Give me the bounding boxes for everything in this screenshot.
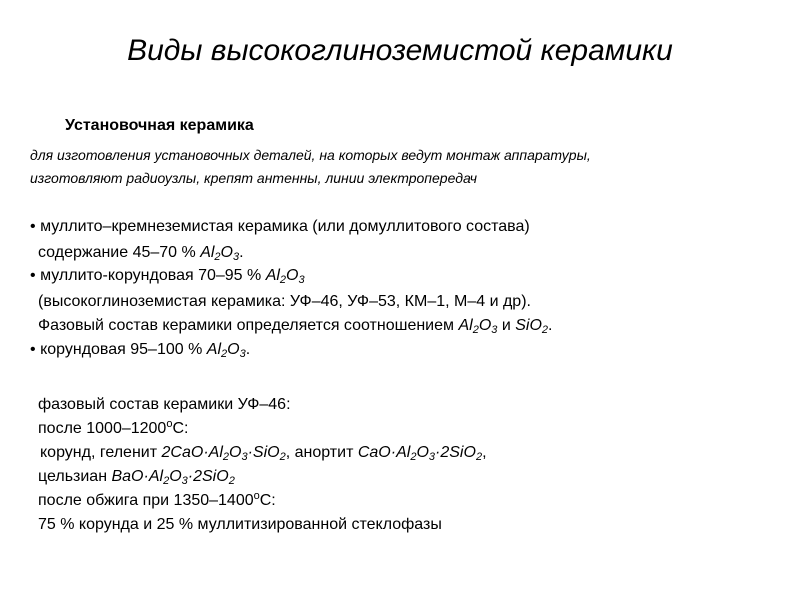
list-item-corundum: • корундовая 95–100 % $Al_2O_3$. bbox=[30, 341, 251, 360]
phase-line-result: 75 % корунда и 25 % муллитизированной стеклофазы bbox=[38, 516, 442, 533]
list-item-text: корундовая 95–100 % bbox=[40, 341, 207, 358]
phase-heading: фазовый состав керамики УФ–46: bbox=[38, 396, 291, 413]
bullet-icon: • bbox=[30, 218, 36, 235]
formula-al2o3: $Al_2O_3$ bbox=[265, 267, 305, 286]
content-text: Фазовый состав керамики определяется соотношением bbox=[38, 317, 459, 334]
content-text: содержание 45–70 % bbox=[38, 244, 201, 261]
list-item-text: муллито-корундовая 70–95 % bbox=[40, 267, 266, 284]
formula-celsian: $BaO\cdot Al_2O_3\cdot 2SiO_2$ bbox=[111, 468, 235, 487]
description-line-1: для изготовления установочных деталей, на которых ведут монтаж аппаратуры, bbox=[30, 147, 591, 163]
list-item-mullite-corundum bbox=[30, 267, 305, 285]
slide-title: Виды высокоглиноземистой керамики bbox=[127, 34, 673, 67]
formula-al2o3: $Al_2O_3$ bbox=[206, 341, 246, 360]
formula-anorthite: $CaO\cdot Al_2O_3\cdot 2SiO_2$ bbox=[357, 444, 483, 463]
list-item-mullite-silica bbox=[30, 218, 530, 236]
phase-line-celsian: цельзиан $BaO\cdot Al_2O_3\cdot 2SiO_2$ bbox=[38, 468, 235, 487]
formula-al2o3: $Al_2O_3$ bbox=[458, 317, 498, 336]
phase-line-temperature-1: после 1000–1200$^o$C: bbox=[38, 418, 189, 437]
formula-sio2: SiO$_2$ bbox=[515, 317, 549, 336]
phase-line-temperature-2: после обжига при 1350–1400$^o$C: bbox=[38, 490, 276, 509]
list-item-phase-ratio-line: Фазовый состав керамики определяется соотношением $Al_2O_3$ и SiO$_2$. bbox=[38, 317, 553, 336]
formula-al2o3: $Al_2O_3$ bbox=[200, 244, 240, 263]
bullet-icon: • bbox=[30, 341, 36, 358]
phase-line-minerals: корунд, геленит $2CaO\cdot Al_2O_3\cdot SiO_2$, анортит $CaO\cdot Al_2O_3\cdot 2SiO_2$, bbox=[40, 444, 487, 463]
bullet-icon: • bbox=[30, 267, 36, 284]
formula-gehlenite: $2CaO\cdot Al_2O_3\cdot SiO_2$ bbox=[161, 444, 286, 463]
subheading: Установочная керамика bbox=[65, 117, 254, 134]
list-item-text: муллито–кремнеземистая керамика (или домуллитового состава) bbox=[40, 218, 530, 235]
description-line-2: изготовляют радиоузлы, крепят антенны, линии электропередач bbox=[30, 170, 478, 186]
list-item-grades-line: (высокоглиноземистая керамика: УФ–46, УФ–53, КМ–1, М–4 и др). bbox=[38, 293, 531, 310]
list-item-content-line: содержание 45–70 % $Al_2O_3$. bbox=[38, 244, 244, 263]
